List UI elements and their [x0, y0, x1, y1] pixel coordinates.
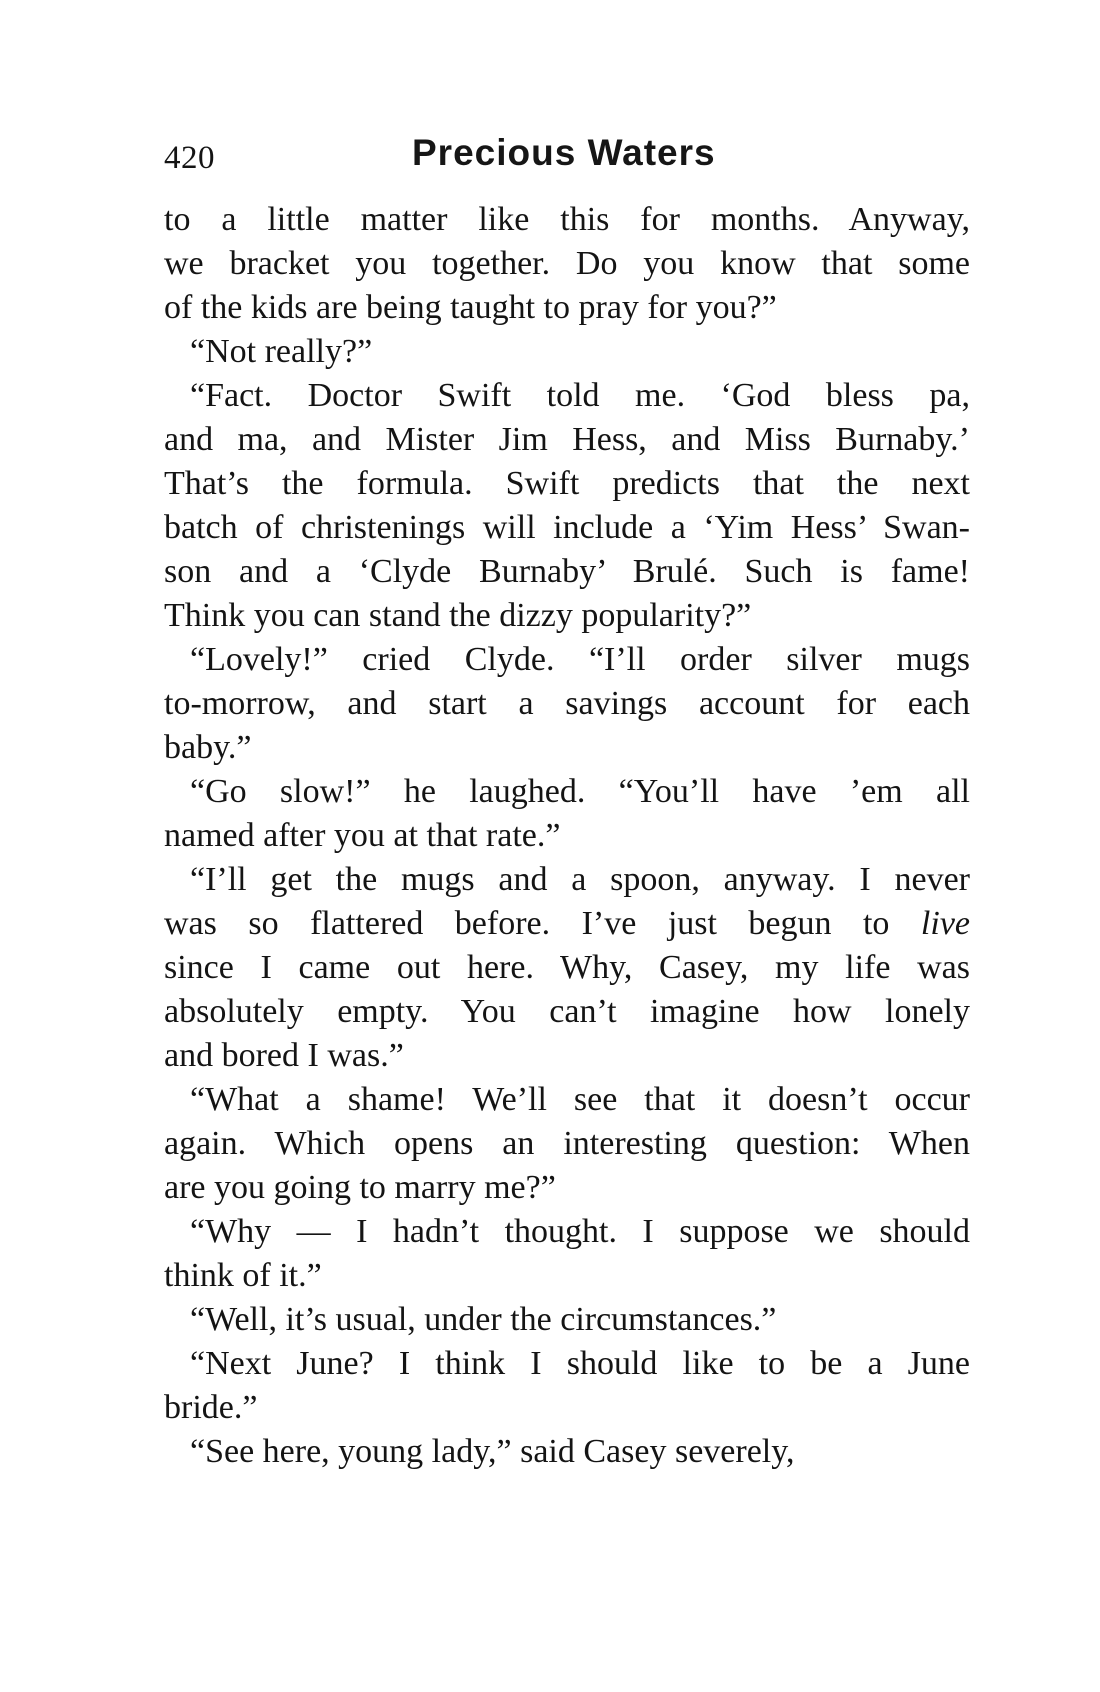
text-line: “Go slow!” he laughed. “You’ll have ’em all — [190, 773, 970, 810]
body-text — [164, 198, 970, 1474]
text-line: “Not really?” — [190, 333, 373, 370]
text-line: named after you at that rate.” — [164, 817, 561, 854]
paragraph — [164, 770, 970, 858]
text-line: “Well, it’s usual, under the circumstances.” — [190, 1301, 777, 1338]
text-line: baby.” — [164, 729, 252, 766]
text-line: son and a ‘Clyde Burnaby’ Brulé. Such is fame! — [164, 553, 970, 590]
text-line: think of it.” — [164, 1257, 322, 1294]
text-line: “Lovely!” cried Clyde. “I’ll order silver mugs — [190, 641, 970, 678]
paragraph — [164, 198, 970, 330]
text-line: to a little matter like this for months. Anyway, — [164, 201, 970, 238]
paragraph — [164, 1430, 970, 1474]
text-line: “Next June? I think I should like to be a June — [190, 1345, 970, 1382]
text-line: again. Which opens an interesting question: When — [164, 1125, 970, 1162]
text-line: since I came out here. Why, Casey, my life was — [164, 949, 970, 986]
paragraph — [164, 638, 970, 770]
paragraph — [164, 330, 970, 374]
running-title: Precious Waters — [412, 132, 716, 173]
paragraph — [164, 858, 970, 1078]
paragraph — [164, 1342, 970, 1430]
text-line: of the kids are being taught to pray for you?” — [164, 289, 777, 326]
text-line: Think you can stand the dizzy popularity?” — [164, 597, 752, 634]
text-line: we bracket you together. Do you know that some — [164, 245, 970, 282]
text-line: and bored I was.” — [164, 1037, 404, 1074]
text-line: are you going to marry me?” — [164, 1169, 556, 1206]
text-line: to-morrow, and start a savings account for each — [164, 685, 970, 722]
text-line: “I’ll get the mugs and a spoon, anyway. I never — [190, 861, 970, 898]
text-line: bride.” — [164, 1389, 258, 1426]
text-line: “See here, young lady,” said Casey severely, — [190, 1433, 795, 1470]
paragraph — [164, 1298, 970, 1342]
paragraph — [164, 1210, 970, 1298]
text-line: was so flattered before. I’ve just begun to live — [164, 905, 970, 942]
text-line: “Fact. Doctor Swift told me. ‘God bless pa, — [190, 377, 970, 414]
text-line: batch of christenings will include a ‘Yim Hess’ Swan- — [164, 509, 970, 546]
text-line: “What a shame! We’ll see that it doesn’t occur — [190, 1081, 970, 1118]
text-line: and ma, and Mister Jim Hess, and Miss Burnaby.’ — [164, 421, 970, 458]
paragraph — [164, 374, 970, 638]
paragraph — [164, 1078, 970, 1210]
text-line: That’s the formula. Swift predicts that the next — [164, 465, 970, 502]
page-number: 420 — [164, 140, 215, 176]
text-line: absolutely empty. You can’t imagine how lonely — [164, 993, 970, 1030]
text-line: “Why — I hadn’t thought. I suppose we should — [190, 1213, 970, 1250]
running-head — [164, 132, 944, 182]
